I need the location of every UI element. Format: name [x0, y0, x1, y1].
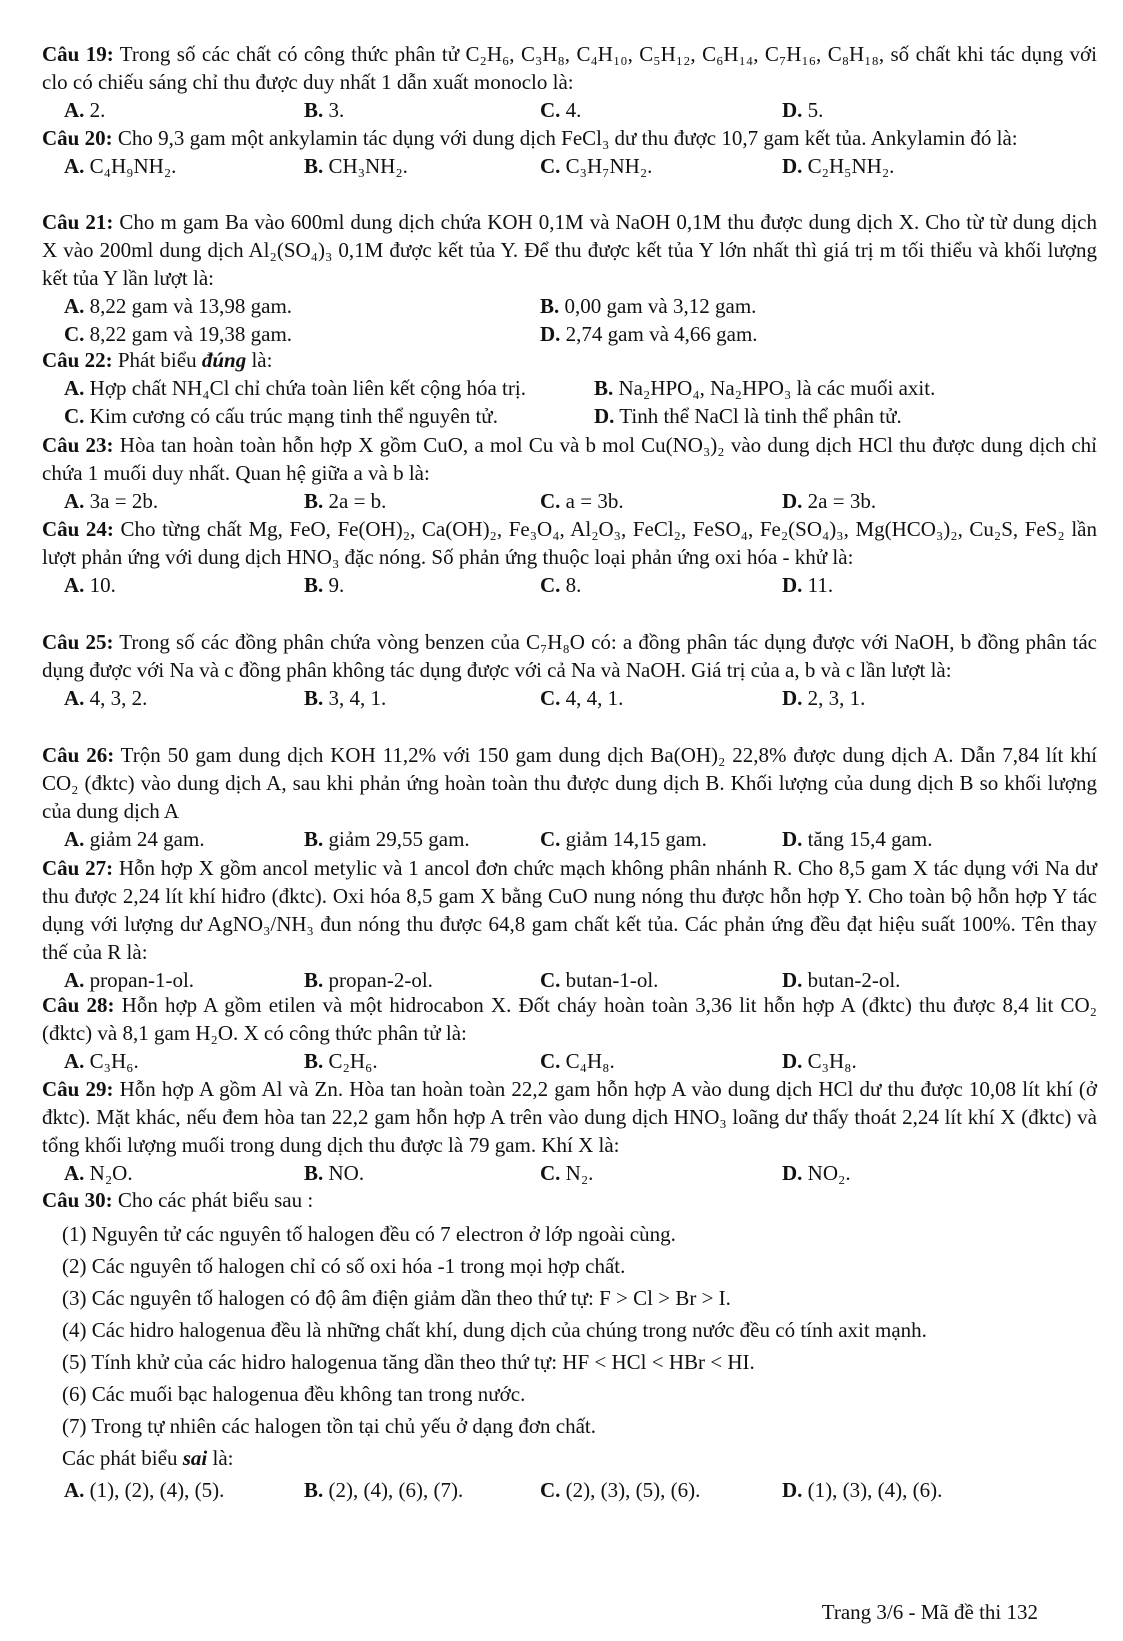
options-row	[42, 1159, 1097, 1187]
option-letter: A.	[64, 489, 85, 513]
question-25	[42, 628, 1097, 712]
option-letter: B.	[304, 98, 324, 122]
option-letter: C.	[64, 404, 85, 428]
option-letter: B.	[304, 827, 324, 851]
option-letter: A.	[64, 294, 85, 318]
question-text: Cho từng chất Mg, FeO, Fe(OH)₂, Ca(OH)₂, Fe₃O₄, Al₂O₃, FeCl₂, FeSO₄, Fe₂(SO₄)₃, Mg(HCO₃)₂, Cu₂S, FeS₂ lần lượt phản ứng với dung dịch HNO₃ đặc nóng. Số phản ứng thuộc loại phản ứng oxi hóa - khử là:	[42, 517, 1097, 569]
option-a: A. propan-1-ol.	[64, 968, 195, 992]
option-letter: C.	[540, 98, 561, 122]
option-letter: D.	[782, 489, 803, 513]
option-letter: A.	[64, 98, 85, 122]
options-row	[42, 96, 1097, 124]
question-text: Cho các phát biểu sau :	[112, 1188, 314, 1212]
option-c: C. giảm 14,15 gam.	[540, 827, 707, 851]
question-21	[42, 208, 1097, 348]
question-text: Trong số các đồng phân chứa vòng benzen của C₇H₈O có: a đồng phân tác dụng được với NaOH, b đồng phân tác dụng được với Na và c đồng phân không tác dụng được với cả Na và NaOH. Giá trị của a, b và c lần lượt là:	[42, 630, 1097, 682]
statement-7: (7) Trong tự nhiên các halogen tồn tại chủ yếu ở dạng đơn chất.	[62, 1414, 596, 1438]
question-23	[42, 431, 1097, 515]
option-letter: B.	[304, 1049, 324, 1073]
question-label: Câu 20:	[42, 126, 113, 150]
option-letter: D.	[782, 1049, 803, 1073]
option-letter: D.	[782, 154, 803, 178]
option-a: A. giảm 24 gam.	[64, 827, 205, 851]
option-a: A. 8,22 gam và 13,98 gam.	[64, 294, 293, 318]
option-b: B. Na₂HPO₄, Na₂HPO₃ là các muối axit.	[594, 376, 936, 400]
emphasis-text: sai	[182, 1446, 208, 1470]
option-letter: C.	[540, 827, 561, 851]
option-a: A. 2.	[64, 98, 106, 122]
option-letter: C.	[540, 1161, 561, 1185]
option-b: B. 9.	[304, 573, 345, 597]
statement-5: (5) Tính khử của các hidro halogenua tăng dần theo thứ tự: HF < HCl < HBr < HI.	[62, 1350, 755, 1374]
options-row	[42, 571, 1097, 599]
option-letter: B.	[594, 376, 614, 400]
option-letter: B.	[540, 294, 560, 318]
options-row	[42, 684, 1097, 712]
option-a: A. N₂O.	[64, 1161, 133, 1185]
statement-1: (1) Nguyên tử các nguyên tố halogen đều có 7 electron ở lớp ngoài cùng.	[62, 1222, 676, 1246]
question-stem	[42, 431, 1097, 487]
option-letter: C.	[540, 489, 561, 513]
question-text: Trộn 50 gam dung dịch KOH 11,2% với 150 gam dung dịch Ba(OH)₂ 22,8% được dung dịch A. Dẫn 7,84 lít khí CO₂ (đktc) vào dung dịch A, sau khi phản ứng hoàn toàn thu được dung dịch B. Khối lượng của dung dịch B so khối lượng của dung dịch A	[42, 743, 1097, 823]
option-d: D. NO₂.	[782, 1161, 851, 1185]
option-letter: C.	[540, 1049, 561, 1073]
question-stem	[42, 1075, 1097, 1159]
emphasis-text: đúng	[201, 348, 247, 372]
question-label: Câu 27:	[42, 856, 114, 880]
option-letter: C.	[540, 968, 561, 992]
options-row	[42, 292, 1097, 320]
option-c: C. butan-1-ol.	[540, 968, 659, 992]
option-letter: B.	[304, 154, 324, 178]
statement-3: (3) Các nguyên tố halogen có độ âm điện giảm dần theo thứ tự: F > Cl > Br > I.	[62, 1286, 731, 1310]
option-letter: A.	[64, 376, 85, 400]
question-stem	[42, 40, 1097, 96]
question-label: Câu 26:	[42, 743, 115, 767]
option-letter: A.	[64, 1161, 85, 1185]
question-29	[42, 1075, 1097, 1187]
option-letter: C.	[540, 573, 561, 597]
option-a: A. 3a = 2b.	[64, 489, 159, 513]
option-letter: C.	[64, 322, 85, 346]
option-b: B. 2a = b.	[304, 489, 387, 513]
option-b: B. CH₃NH₂.	[304, 154, 408, 178]
option-letter: D.	[782, 968, 803, 992]
option-letter: D.	[782, 827, 803, 851]
option-letter: D.	[782, 1478, 803, 1502]
option-c: C. C₃H₇NH₂.	[540, 154, 653, 178]
option-letter: B.	[304, 686, 324, 710]
question-text: Cho m gam Ba vào 600ml dung dịch chứa KOH 0,1M và NaOH 0,1M thu được dung dịch X. Cho từ từ dung dịch X vào 200ml dung dịch Al₂(SO₄)₃ 0,1M được kết tủa Y. Để thu được kết tủa Y lớn nhất thì giá trị m tối thiểu và khối lượng kết tủa Y lần lượt là:	[42, 210, 1097, 290]
options-row	[42, 1474, 1097, 1506]
option-a: A. (1), (2), (4), (5).	[64, 1478, 225, 1502]
option-c: C. 4.	[540, 98, 582, 122]
option-letter: B.	[304, 489, 324, 513]
question-text: Phát biểu	[112, 348, 202, 372]
option-a: A. 10.	[64, 573, 116, 597]
option-d: D. butan-2-ol.	[782, 968, 901, 992]
question-stem	[42, 515, 1097, 571]
option-letter: A.	[64, 1049, 85, 1073]
option-c: C. a = 3b.	[540, 489, 624, 513]
question-30	[42, 1186, 1097, 1506]
option-d: D. 2a = 3b.	[782, 489, 877, 513]
question-label: Câu 24:	[42, 517, 114, 541]
option-letter: B.	[304, 1478, 324, 1502]
option-letter: A.	[64, 1478, 85, 1502]
option-a: A. Hợp chất NH₄Cl chỉ chứa toàn liên kết cộng hóa trị.	[64, 376, 526, 400]
option-letter: B.	[304, 573, 324, 597]
option-c: C. N₂.	[540, 1161, 594, 1185]
question-19	[42, 40, 1097, 124]
options-row	[42, 320, 1097, 348]
option-b: B. propan-2-ol.	[304, 968, 433, 992]
question-label: Câu 19:	[42, 42, 114, 66]
question-stem	[42, 628, 1097, 684]
option-d: D. tăng 15,4 gam.	[782, 827, 933, 851]
question-text-end: là:	[246, 348, 273, 372]
question-stem	[42, 1186, 1097, 1214]
question-22	[42, 346, 1097, 430]
question-stem	[42, 346, 1097, 374]
question-text: Cho 9,3 gam một ankylamin tác dụng với dung dịch FeCl₃ dư thu được 10,7 gam kết tủa. Ankylamin đó là:	[112, 126, 1018, 150]
question-label: Câu 22:	[42, 348, 113, 372]
option-b: B. C₂H₆.	[304, 1049, 378, 1073]
page-footer: Trang 3/6 - Mã đề thi 132	[821, 1600, 1038, 1624]
option-b: B. giảm 29,55 gam.	[304, 827, 470, 851]
question-stem	[42, 208, 1097, 292]
option-letter: D.	[782, 1161, 803, 1185]
option-letter: C.	[540, 154, 561, 178]
options-row	[42, 1047, 1097, 1075]
question-text: Hỗn hợp A gồm etilen và một hidrocabon X. Đốt cháy hoàn toàn 3,36 lit hỗn hợp A (đktc) thu được 8,4 lit CO₂ (đktc) và 8,1 gam H₂O. X có công thức phân tử là:	[42, 993, 1098, 1045]
option-letter: B.	[304, 1161, 324, 1185]
question-27	[42, 854, 1097, 994]
option-letter: D.	[594, 404, 615, 428]
question-text: Trong số các chất có công thức phân tử C₂H₆, C₃H₈, C₄H₁₀, C₅H₁₂, C₆H₁₄, C₇H₁₆, C₈H₁₈, số chất khi tác dụng với clo có chiếu sáng chỉ thu được duy nhất 1 dẫn xuất monoclo là:	[42, 42, 1097, 94]
option-d: D. C₂H₅NH₂.	[782, 154, 895, 178]
question-label: Câu 23:	[42, 433, 114, 457]
question-label: Câu 28:	[42, 993, 115, 1017]
option-b: B. 0,00 gam và 3,12 gam.	[540, 294, 757, 318]
question-stem	[42, 124, 1097, 152]
option-c: C. 8.	[540, 573, 582, 597]
question-text: Hỗn hợp X gồm ancol metylic và 1 ancol đơn chức mạch không phân nhánh R. Cho 8,5 gam X tác dụng với Na dư thu được 2,24 lít khí hiđro (đktc). Oxi hóa 8,5 gam X bằng CuO nung nóng thu được hỗn hợp Y. Cho toàn bộ hỗn hợp Y tác dụng với lượng dư AgNO₃/NH₃ đun nóng thu được 64,8 gam chất kết tủa. Các phản ứng đều đạt hiệu suất 100%. Tên thay thế của R là:	[42, 856, 1098, 964]
question-label: Câu 30:	[42, 1188, 113, 1212]
option-letter: C.	[540, 686, 561, 710]
option-letter: A.	[64, 154, 85, 178]
option-a: A. 4, 3, 2.	[64, 686, 148, 710]
option-letter: D.	[782, 573, 803, 597]
option-d: D. 2, 3, 1.	[782, 686, 866, 710]
option-letter: A.	[64, 573, 85, 597]
option-b: B. 3, 4, 1.	[304, 686, 387, 710]
question-stem	[42, 854, 1097, 966]
option-b: B. NO.	[304, 1161, 365, 1185]
option-a: A. C₃H₆.	[64, 1049, 139, 1073]
option-b: B. (2), (4), (6), (7).	[304, 1478, 464, 1502]
option-letter: A.	[64, 968, 85, 992]
question-ask	[42, 1442, 1097, 1474]
question-20	[42, 124, 1097, 180]
option-letter: D.	[540, 322, 561, 346]
option-letter: D.	[782, 686, 803, 710]
option-c: C. C₄H₈.	[540, 1049, 615, 1073]
options-row	[42, 402, 1097, 430]
question-stem	[42, 741, 1097, 825]
option-c: C. (2), (3), (5), (6).	[540, 1478, 701, 1502]
options-row	[42, 152, 1097, 180]
options-row	[42, 487, 1097, 515]
option-letter: C.	[540, 1478, 561, 1502]
options-row	[42, 825, 1097, 853]
statement-2: (2) Các nguyên tố halogen chỉ có số oxi hóa -1 trong mọi hợp chất.	[62, 1254, 626, 1278]
question-label: Câu 21:	[42, 210, 114, 234]
option-c: C. 4, 4, 1.	[540, 686, 624, 710]
question-stem	[42, 991, 1097, 1047]
statement-4: (4) Các hidro halogenua đều là những chất khí, dung dịch của chúng trong nước đều có tính axit mạnh.	[62, 1318, 927, 1342]
option-letter: A.	[64, 827, 85, 851]
ask-text-end: là:	[207, 1446, 234, 1470]
option-c: C. 8,22 gam và 19,38 gam.	[64, 322, 293, 346]
options-row	[42, 966, 1097, 994]
ask-text: Các phát biểu	[62, 1446, 183, 1470]
option-letter: B.	[304, 968, 324, 992]
option-b: B. 3.	[304, 98, 345, 122]
question-label: Câu 25:	[42, 630, 114, 654]
option-a: A. C₄H₉NH₂.	[64, 154, 177, 178]
question-text: Hòa tan hoàn toàn hỗn hợp X gồm CuO, a mol Cu và b mol Cu(NO₃)₂ vào dung dịch HCl thu được dung dịch chỉ chứa 1 muối duy nhất. Quan hệ giữa a và b là:	[42, 433, 1097, 485]
option-d: D. C₃H₈.	[782, 1049, 857, 1073]
statement-list	[42, 1218, 1097, 1442]
question-text: Hỗn hợp A gồm Al và Zn. Hòa tan hoàn toàn 22,2 gam hỗn hợp A vào dung dịch HCl dư thu được 10,08 lít khí (ở đktc). Mặt khác, nếu đem hòa tan 22,2 gam hỗn hợp A trên vào dung dịch HNO₃ loãng dư thấy thoát 2,24 lít khí X (đktc) và tổng khối lượng muối trong dung dịch thu được là 79 gam. Khí X là:	[42, 1077, 1097, 1157]
options-row	[42, 374, 1097, 402]
option-d: D. 2,74 gam và 4,66 gam.	[540, 322, 758, 346]
option-letter: A.	[64, 686, 85, 710]
option-letter: D.	[782, 98, 803, 122]
option-c: C. Kim cương có cấu trúc mạng tinh thể nguyên tử.	[64, 404, 498, 428]
question-28	[42, 991, 1097, 1075]
question-26	[42, 741, 1097, 853]
statement-6: (6) Các muối bạc halogenua đều không tan trong nước.	[62, 1382, 526, 1406]
option-d: D. Tinh thể NaCl là tinh thể phân tử.	[594, 404, 902, 428]
question-24	[42, 515, 1097, 599]
option-d: D. 11.	[782, 573, 834, 597]
question-label: Câu 29:	[42, 1077, 114, 1101]
option-d: D. 5.	[782, 98, 824, 122]
option-d: D. (1), (3), (4), (6).	[782, 1478, 943, 1502]
